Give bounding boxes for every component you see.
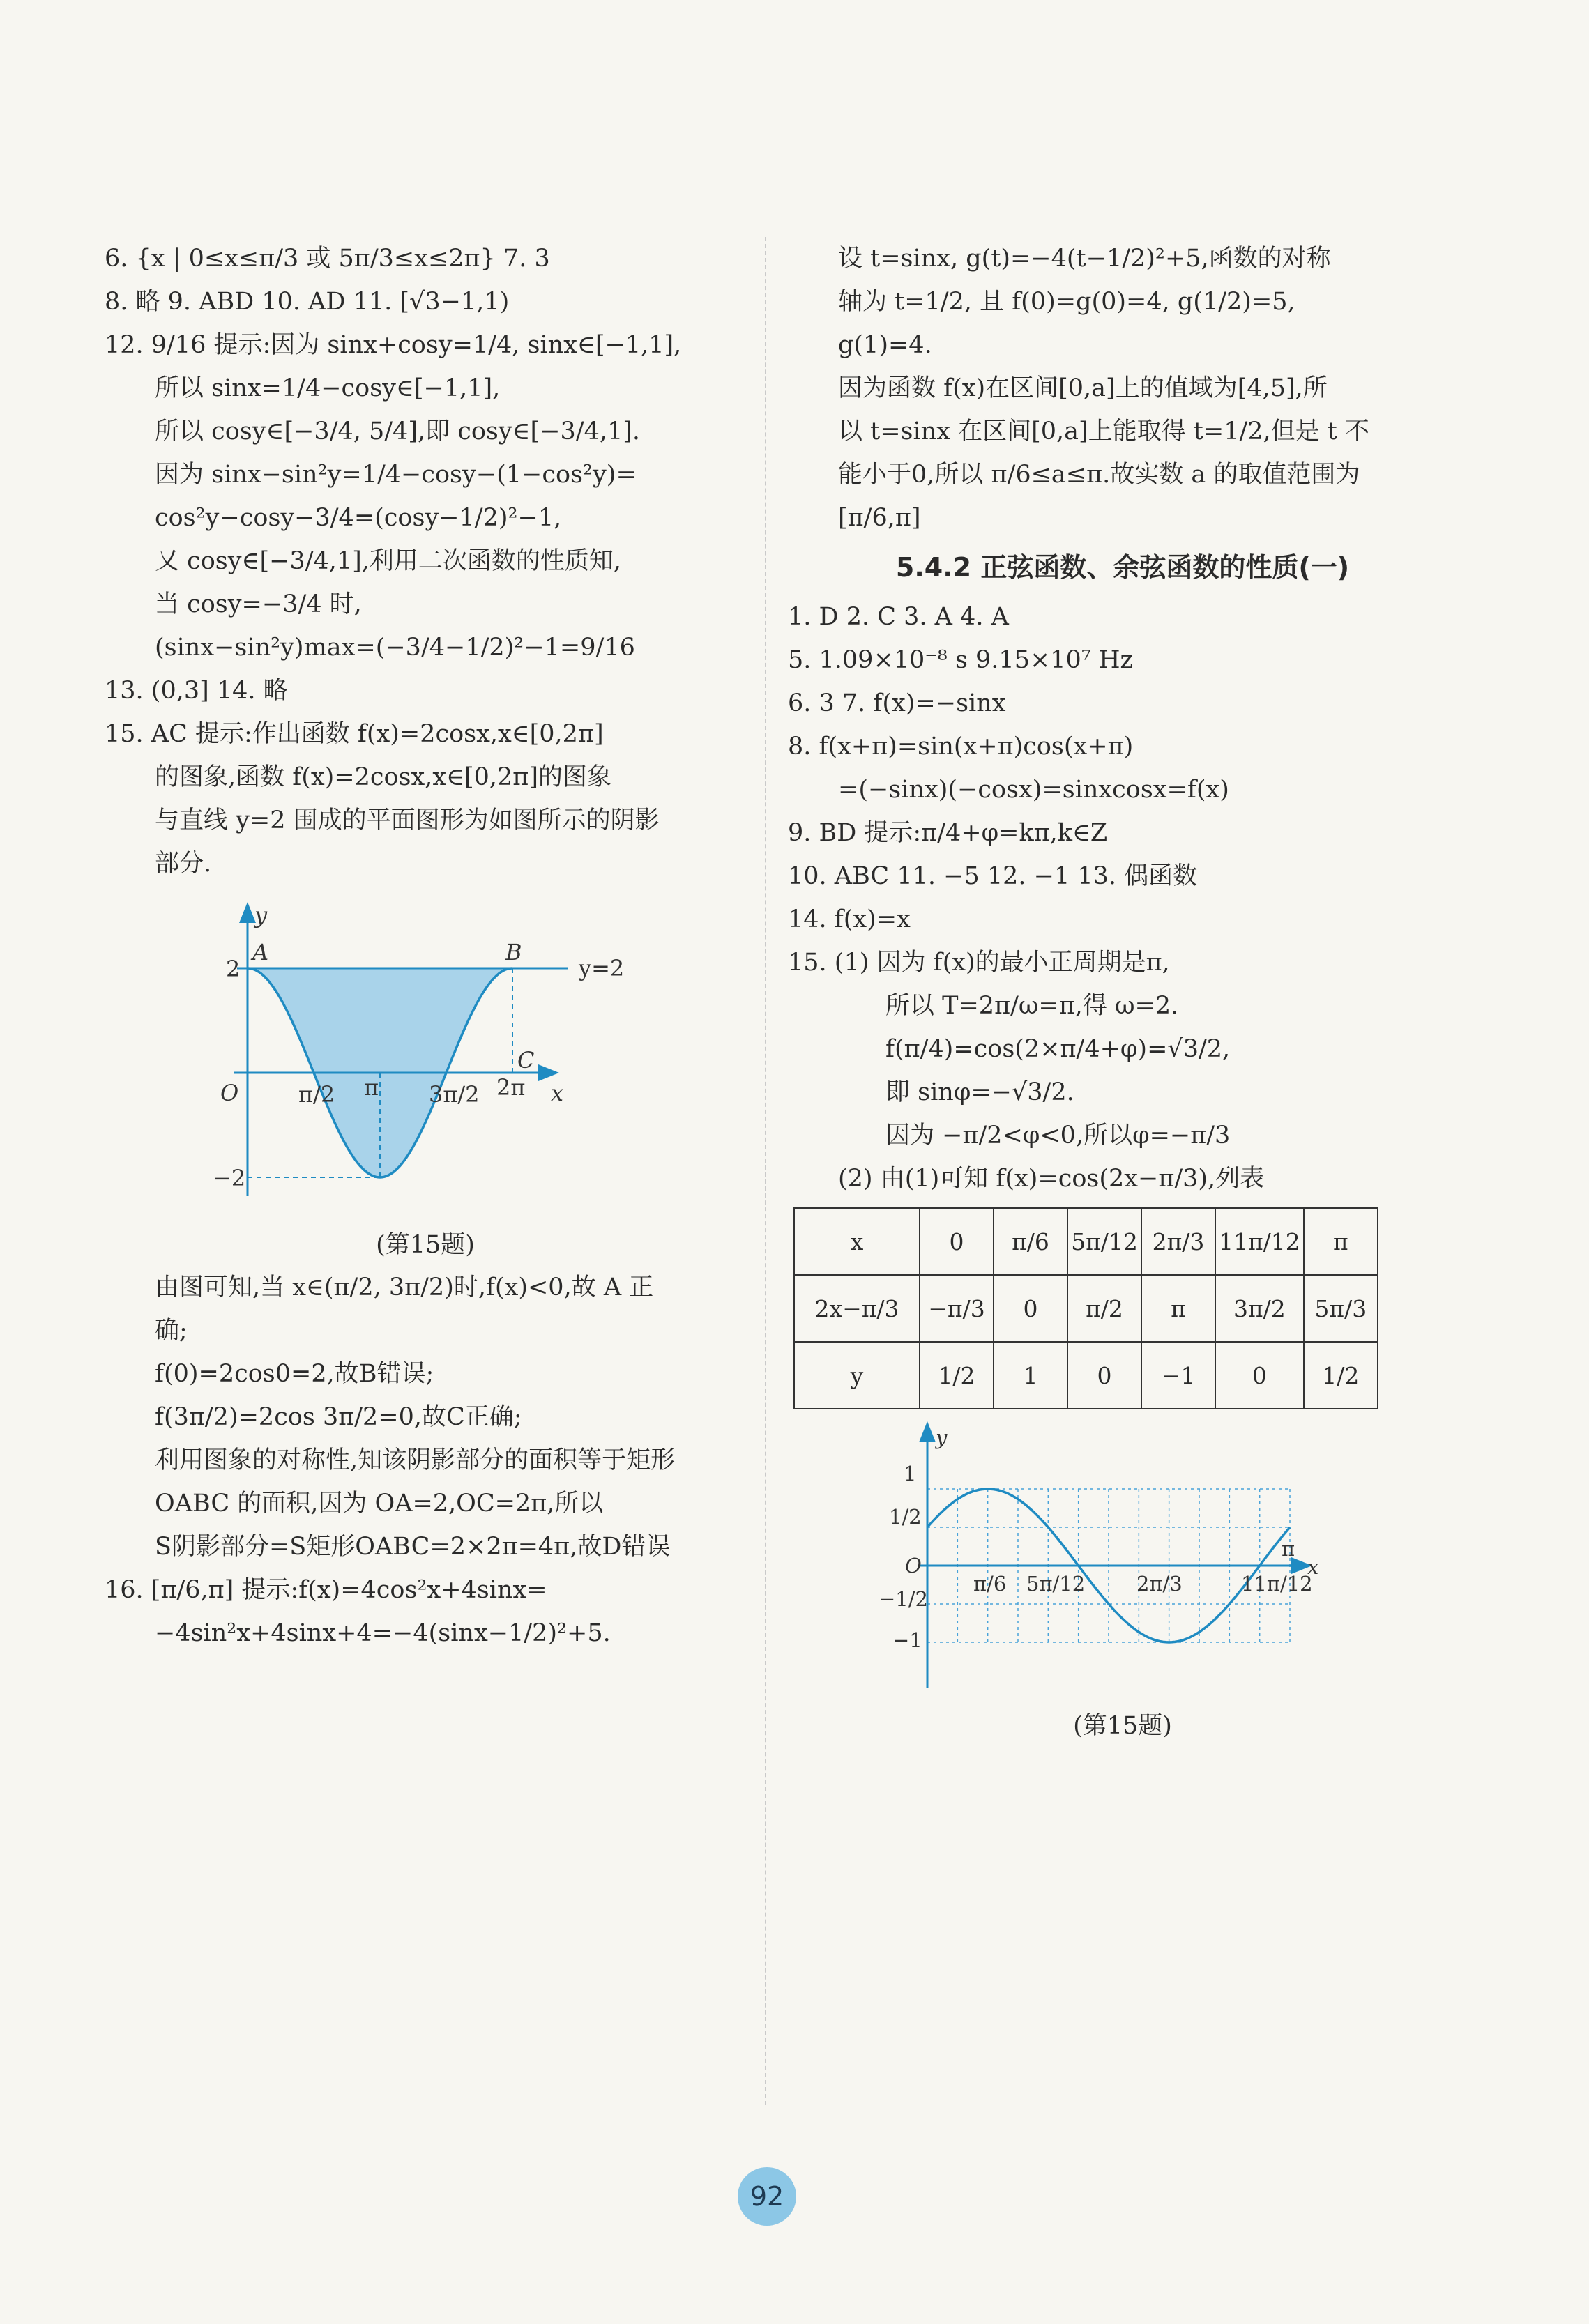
table-cell: −1: [1141, 1342, 1215, 1409]
table-cell: 1/2: [920, 1342, 994, 1409]
table-cell: 0: [994, 1275, 1067, 1342]
solution-line: 能小于0,所以 π/6≤a≤π.故实数 a 的取值范围为: [838, 461, 1360, 489]
solution-line: 因为 −π/2<φ<0,所以φ=−π/3: [885, 1122, 1231, 1149]
y-tick-label: 2: [226, 956, 241, 982]
table-cell: −π/3: [920, 1275, 994, 1342]
table-row: [794, 1208, 1378, 1275]
x-tick-label: π: [364, 1074, 379, 1101]
answer-line: 6. {x | 0≤x≤π/3 或 5π/3≤x≤2π} 7. 3: [105, 245, 550, 273]
x-tick-label: π/6: [973, 1572, 1007, 1596]
solution-line: 确;: [155, 1317, 188, 1345]
table-cell: π/6: [994, 1208, 1067, 1275]
x-tick-label: 2π: [496, 1074, 526, 1101]
x-tick-label: π/2: [298, 1081, 335, 1108]
answer-line: 15. AC 提示:作出函数 f(x)=2cosx,x∈[0,2π]: [105, 720, 604, 748]
solution-line: 以 t=sinx 在区间[0,a]上能取得 t=1/2,但是 t 不: [838, 418, 1369, 445]
x-tick-label: 11π/12: [1241, 1572, 1313, 1596]
solution-line: cos²y−cosy−3/4=(cosy−1/2)²−1,: [155, 504, 562, 532]
table-cell: π: [1304, 1208, 1378, 1275]
table-cell: 5π/3: [1304, 1275, 1378, 1342]
answer-line: 15. (1) 因为 f(x)的最小正周期是π,: [788, 949, 1170, 977]
x-axis-label: x: [551, 1080, 564, 1106]
answer-line: 8. f(x+π)=sin(x+π)cos(x+π): [788, 733, 1134, 760]
y-tick-label: 1/2: [889, 1505, 922, 1529]
origin-label: O: [220, 1080, 239, 1106]
solution-line: 所以 cosy∈[−3/4, 5/4],即 cosy∈[−3/4,1].: [155, 418, 641, 445]
line-label: y=2: [579, 955, 625, 981]
solution-line: 部分.: [155, 850, 212, 878]
table-cell: 0: [1215, 1342, 1304, 1409]
solution-line: 与直线 y=2 围成的平面图形为如图所示的阴影: [155, 806, 660, 834]
cosine-area-figure: [105, 889, 746, 1224]
solution-line: [π/6,π]: [838, 504, 921, 532]
answer-line: 1. D 2. C 3. A 4. A: [788, 603, 1009, 631]
x-tick-label: 3π/2: [429, 1081, 480, 1108]
table-cell: 1: [994, 1342, 1067, 1409]
point-b-label: B: [505, 939, 522, 965]
answer-line: 16. [π/6,π] 提示:f(x)=4cos²x+4sinx=: [105, 1576, 547, 1604]
solution-line: 所以 T=2π/ω=π,得 ω=2.: [885, 992, 1179, 1020]
x-tick-label: 5π/12: [1026, 1572, 1086, 1596]
x-tick-label: π: [1282, 1537, 1295, 1561]
answer-line: 14. f(x)=x: [788, 905, 911, 933]
solution-line: f(3π/2)=2cos 3π/2=0,故C正确;: [155, 1403, 522, 1431]
figure-caption: (第15题): [1073, 1712, 1172, 1740]
y-axis-label: y: [254, 902, 268, 928]
figure-caption: (第15题): [376, 1231, 475, 1259]
table-cell: π/2: [1067, 1275, 1141, 1342]
solution-line: 利用图象的对称性,知该阴影部分的面积等于矩形: [155, 1446, 676, 1474]
solution-line: 因为函数 f(x)在区间[0,a]上的值域为[4,5],所: [838, 374, 1328, 402]
solution-line: 的图象,函数 f(x)=2cosx,x∈[0,2π]的图象: [155, 763, 611, 791]
answer-line: 12. 9/16 提示:因为 sinx+cosy=1/4, sinx∈[−1,1],: [105, 331, 682, 359]
cosine-graph-figure: [788, 1419, 1457, 1705]
table-cell: 2x−π/3: [794, 1275, 920, 1342]
solution-line: (sinx−sin²y)max=(−3/4−1/2)²−1=9/16: [155, 634, 635, 662]
answer-line: 5. 1.09×10⁻⁸ s 9.15×10⁷ Hz: [788, 646, 1133, 674]
solution-line: 由图可知,当 x∈(π/2, 3π/2)时,f(x)<0,故 A 正: [155, 1274, 654, 1301]
solution-line: 当 cosy=−3/4 时,: [155, 590, 362, 618]
table-cell: π: [1141, 1275, 1215, 1342]
solution-line: g(1)=4.: [838, 331, 932, 359]
solution-line: 又 cosy∈[−3/4,1],利用二次函数的性质知,: [155, 547, 622, 575]
values-table: [793, 1207, 1378, 1409]
y-tick-label: 1: [904, 1462, 917, 1485]
left-column: [105, 237, 746, 1655]
table-cell: 1/2: [1304, 1342, 1378, 1409]
answer-line: 9. BD 提示:π/4+φ=kπ,k∈Z: [788, 819, 1108, 847]
y-tick-label: −1: [892, 1628, 922, 1652]
table-row: [794, 1275, 1378, 1342]
table-cell: 0: [1067, 1342, 1141, 1409]
y-tick-label: −1/2: [879, 1587, 928, 1611]
solution-line: =(−sinx)(−cosx)=sinxcosx=f(x): [838, 776, 1229, 804]
solution-line: −4sin²x+4sinx+4=−4(sinx−1/2)²+5.: [155, 1619, 611, 1647]
answer-line: 6. 3 7. f(x)=−sinx: [788, 689, 1006, 717]
solution-line: f(0)=2cos0=2,故B错误;: [155, 1360, 434, 1388]
table-cell: 2π/3: [1141, 1208, 1215, 1275]
solution-line: 因为 sinx−sin²y=1/4−cosy−(1−cos²y)=: [155, 461, 637, 489]
solution-line: 即 sinφ=−√3/2.: [885, 1078, 1074, 1106]
point-c-label: C: [517, 1047, 535, 1073]
table-row: [794, 1342, 1378, 1409]
y-axis-label: y: [936, 1425, 948, 1449]
table-cell: 5π/12: [1067, 1208, 1141, 1275]
solution-line: OABC 的面积,因为 OA=2,OC=2π,所以: [155, 1490, 604, 1518]
x-axis-label: x: [1307, 1555, 1319, 1579]
right-column: [788, 237, 1457, 1747]
answer-line: 13. (0,3] 14. 略: [105, 677, 288, 705]
table-cell: 3π/2: [1215, 1275, 1304, 1342]
table-cell: 11π/12: [1215, 1208, 1304, 1275]
solution-line: 轴为 t=1/2, 且 f(0)=g(0)=4, g(1/2)=5,: [838, 288, 1295, 316]
y-tick-label: −2: [213, 1165, 246, 1191]
point-a-label: A: [252, 939, 269, 965]
table-cell: x: [794, 1208, 920, 1275]
column-divider: [765, 237, 766, 2105]
solution-line: (2) 由(1)可知 f(x)=cos(2x−π/3),列表: [838, 1165, 1265, 1193]
table-cell: y: [794, 1342, 920, 1409]
x-tick-label: 2π/3: [1136, 1572, 1183, 1596]
solution-line: f(π/4)=cos(2×π/4+φ)=√3/2,: [885, 1035, 1231, 1063]
answer-line: 8. 略 9. ABD 10. AD 11. [√3−1,1): [105, 288, 510, 316]
solution-line: 所以 sinx=1/4−cosy∈[−1,1],: [155, 374, 501, 402]
origin-label: O: [905, 1554, 922, 1577]
table-cell: 0: [920, 1208, 994, 1275]
solution-line: 设 t=sinx, g(t)=−4(t−1/2)²+5,函数的对称: [838, 245, 1331, 273]
section-title: 5.4.2 正弦函数、余弦函数的性质(一): [895, 552, 1350, 583]
page-number: 92: [738, 2167, 796, 2226]
answer-line: 10. ABC 11. −5 12. −1 13. 偶函数: [788, 862, 1198, 890]
solution-line: S阴影部分=S矩形OABC=2×2π=4π,故D错误: [155, 1533, 671, 1561]
